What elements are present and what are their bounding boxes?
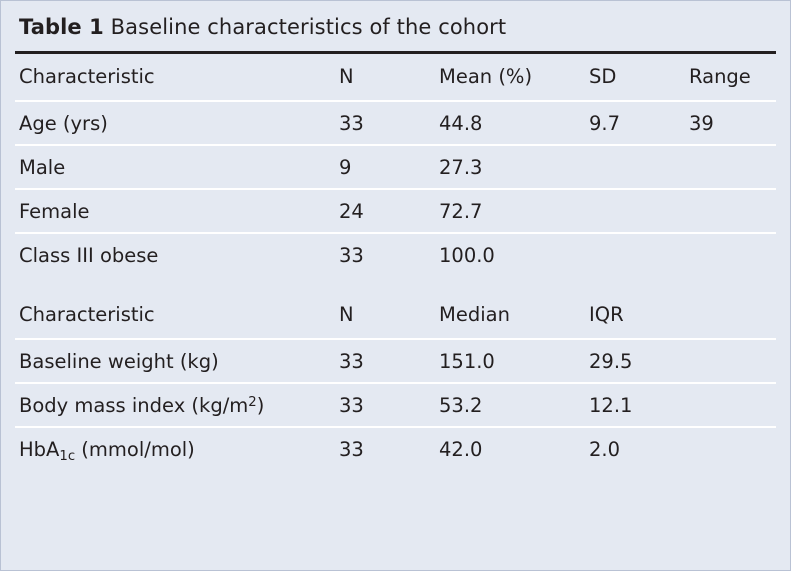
cell-median: 42.0 [439,438,483,461]
cell-mean: 72.7 [435,189,585,233]
section-two-header-row [15,292,776,339]
cell-iqr: 2.0 [589,438,621,461]
cell-n: 33 [335,101,435,145]
table-row [15,145,776,189]
table-row [15,339,776,383]
table-row [15,189,776,233]
header-sd: SD [585,54,685,101]
header-empty [685,292,776,339]
cell-mean: 100.0 [439,244,495,267]
section-one-header-row [15,54,776,101]
cell-characteristic-text: Body mass index (kg/m [19,394,249,417]
cell-empty [685,383,776,427]
cell-characteristic [15,383,335,427]
header-range: Range [685,54,776,101]
table-caption [1,1,790,51]
cell-empty [685,427,776,470]
cell-sd [585,189,685,233]
cell-characteristic-tail: (mmol/mol) [75,438,195,461]
cell-range: 39 [685,101,776,145]
cell-characteristic: Male [15,145,335,189]
cell-median: 151.0 [435,339,585,383]
baseline-characteristics-table [15,54,776,470]
header-n: N [335,54,435,101]
cell-characteristic-superscript: 2 [248,394,257,410]
cell-n: 33 [335,383,435,427]
cell-range [685,189,776,233]
cell-characteristic-text: HbA [19,438,60,461]
section-divider [15,276,776,292]
cell-mean: 27.3 [435,145,585,189]
header-characteristic: Characteristic [15,54,335,101]
cell-iqr: 29.5 [585,339,685,383]
cell-characteristic: Age (yrs) [15,101,335,145]
cell-mean: 44.8 [435,101,585,145]
cell-n: 33 [339,244,364,267]
table-row [15,233,776,276]
cell-n: 33 [335,339,435,383]
cell-n: 24 [335,189,435,233]
cell-characteristic-subscript: 1c [59,448,76,464]
cell-n: 9 [335,145,435,189]
table-row [15,427,776,470]
table-row [15,383,776,427]
cell-empty [685,339,776,383]
cell-median: 53.2 [435,383,585,427]
table-row [15,101,776,145]
header-n: N [335,292,435,339]
header-iqr: IQR [585,292,685,339]
cell-sd [585,233,685,276]
cell-iqr: 12.1 [585,383,685,427]
header-median: Median [435,292,585,339]
cell-n: 33 [339,438,364,461]
header-characteristic: Characteristic [15,292,335,339]
cell-sd [585,145,685,189]
cell-sd: 9.7 [585,101,685,145]
header-mean: Mean (%) [435,54,585,101]
table-bottom-padding [1,470,790,488]
caption-text: Baseline characteristics of the cohort [110,15,507,39]
cell-characteristic [15,339,335,383]
cell-characteristic [15,427,335,470]
cell-characteristic-tail: ) [256,394,265,417]
cell-characteristic: Female [15,189,335,233]
cell-range [685,145,776,189]
cell-characteristic: Class III obese [19,244,159,267]
cell-characteristic-text: Baseline weight (kg) [19,350,219,373]
cell-range [685,233,776,276]
caption-label: Table 1 [19,15,104,39]
